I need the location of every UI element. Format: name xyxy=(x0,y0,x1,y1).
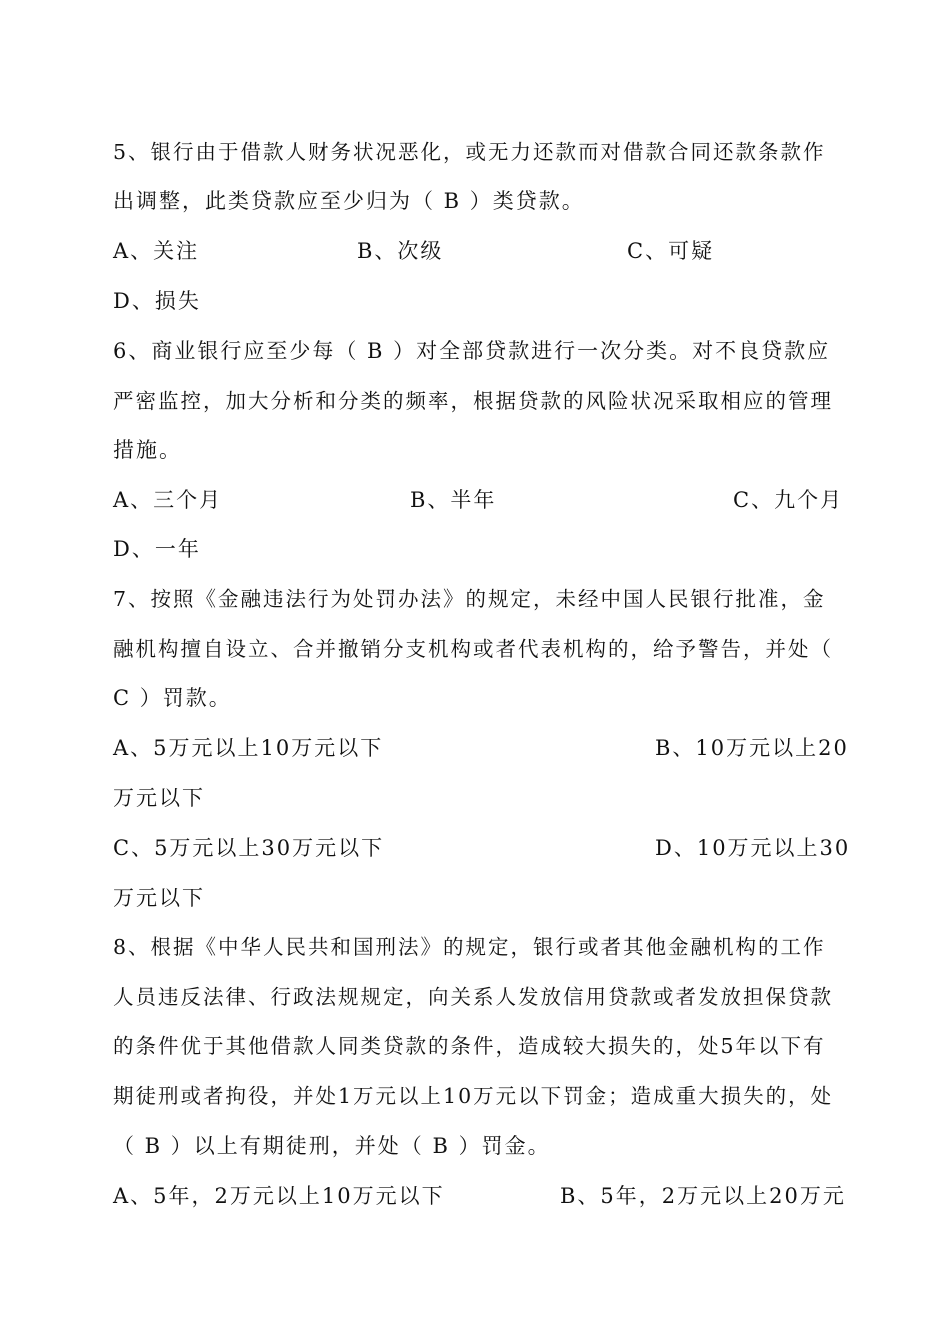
q8-line-3: 的条件优于其他借款人同类贷款的条件，造成较大损失的，处5年以下有 xyxy=(113,1034,826,1058)
q7-option-d-continued: 万元以下 xyxy=(113,886,205,910)
q8-option-a: A、5年，2万元以上10万元以下 xyxy=(113,1184,445,1208)
q7-option-d: D、10万元以上30 xyxy=(655,836,851,860)
q5-option-b: B、次级 xyxy=(357,239,444,263)
q6-line-1: 6、商业银行应至少每（ B ）对全部贷款进行一次分类。对不良贷款应 xyxy=(113,339,831,363)
q6-option-a: A、三个月 xyxy=(113,488,223,512)
q8-line-5: （ B ）以上有期徒刑，并处（ B ）罚金。 xyxy=(113,1134,551,1158)
q6-option-b: B、半年 xyxy=(410,488,497,512)
q8-option-b: B、5年，2万元以上20万元 xyxy=(560,1184,846,1208)
q5-line-1: 5、银行由于借款人财务状况恶化，或无力还款而对借款合同还款条款作 xyxy=(113,140,826,164)
q6-option-d: D、一年 xyxy=(113,537,201,561)
q7-option-b: B、10万元以上20 xyxy=(655,736,849,760)
q7-option-a: A、5万元以上10万元以下 xyxy=(113,736,384,760)
q5-option-d: D、损失 xyxy=(113,289,201,313)
q7-line-3: C ）罚款。 xyxy=(113,686,232,710)
q8-line-1: 8、根据《中华人民共和国刑法》的规定，银行或者其他金融机构的工作 xyxy=(113,935,826,959)
q6-option-c: C、九个月 xyxy=(733,488,844,512)
q7-option-c: C、5万元以上30万元以下 xyxy=(113,836,385,860)
q8-line-2: 人员违反法律、行政法规规定，向关系人发放信用贷款或者发放担保贷款 xyxy=(113,985,833,1009)
q5-line-2: 出调整，此类贷款应至少归为（ B ）类贷款。 xyxy=(113,189,585,213)
q8-line-4: 期徒刑或者拘役，并处1万元以上10万元以下罚金；造成重大损失的，处 xyxy=(113,1084,834,1108)
q7-option-b-continued: 万元以下 xyxy=(113,786,205,810)
q5-option-c: C、可疑 xyxy=(627,239,715,263)
q7-line-2: 融机构擅自设立、合并撤销分支机构或者代表机构的，给予警告，并处（ xyxy=(113,637,833,661)
q6-line-2: 严密监控，加大分析和分类的频率，根据贷款的风险状况采取相应的管理 xyxy=(113,389,833,413)
q6-line-3: 措施。 xyxy=(113,438,182,462)
q7-line-1: 7、按照《金融违法行为处罚办法》的规定，未经中国人民银行批准，金 xyxy=(113,587,826,611)
q5-option-a: A、关注 xyxy=(113,239,200,263)
